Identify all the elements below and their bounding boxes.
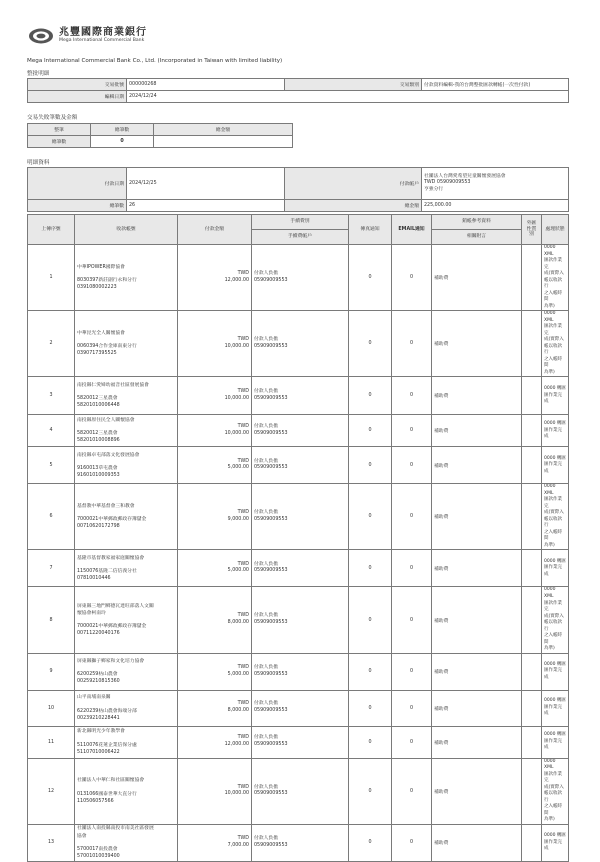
row-fax-notify: 0: [349, 245, 392, 311]
row-memo: 補助費: [432, 245, 522, 311]
col-fx: 外匯 性質 別: [522, 215, 542, 245]
total-count-value: 26: [127, 200, 285, 212]
row-fee: 付款人負擔 05909009553: [252, 758, 349, 824]
row-amount: TWD 10,000.00: [178, 311, 252, 377]
edit-date-label: 編輯日期: [28, 91, 127, 103]
row-fx-type: [522, 653, 542, 690]
row-payee: 基隆市基督教家福家庭關懷協會 1150076基隆二信信義分社 07810010446: [75, 550, 178, 587]
row-memo: 補助費: [432, 484, 522, 550]
row-memo: 補助費: [432, 653, 522, 690]
row-status: 0000 轉匯 匯作業完成: [542, 415, 569, 447]
table-row: [28, 726, 569, 758]
row-payee: 基督教中華基督會三和教會 7000021中華郵政郵政存簿儲金 00710620172798: [75, 484, 178, 550]
row-seq: 9: [28, 653, 75, 690]
row-fx-type: [522, 311, 542, 377]
row-seq: 8: [28, 587, 75, 653]
row-seq: 2: [28, 311, 75, 377]
txn-type-value: 付款資料編輯-我的台灣整批匯款轉帳(一次性付款): [422, 79, 569, 91]
table-row: [28, 587, 569, 653]
row-fee: 付款人負擔 05909009553: [252, 824, 349, 861]
pay-acct-label: 付款帳戶: [285, 168, 422, 200]
table-row: [28, 415, 569, 447]
table-row: [28, 377, 569, 415]
row-memo: 補助費: [432, 550, 522, 587]
row-seq: 7: [28, 550, 75, 587]
row-fee: 付款人負擔 05909009553: [252, 653, 349, 690]
row-amount: TWD 10,000.00: [178, 758, 252, 824]
col-email: EMAIL通知: [392, 215, 432, 245]
row-seq: 5: [28, 447, 75, 484]
row-amount: TWD 5,000.00: [178, 653, 252, 690]
row-email-notify: 0: [392, 484, 432, 550]
table-row: [28, 245, 569, 311]
row-payee: 社團法人中華仁和社區關懷協會 0131066國泰世華大直分行 110506057566: [75, 758, 178, 824]
row-fax-notify: 0: [349, 447, 392, 484]
failed-col-count: 整筆: [28, 124, 91, 136]
row-seq: 6: [28, 484, 75, 550]
row-status: 0000 轉匯 匯作業完成: [542, 824, 569, 861]
row-fax-notify: 0: [349, 587, 392, 653]
row-memo: 補助費: [432, 758, 522, 824]
row-seq: 3: [28, 377, 75, 415]
total-count-label: 總筆數: [28, 200, 127, 212]
row-fx-type: [522, 245, 542, 311]
failed-section-title: 交易失敗筆數及金額: [27, 115, 78, 121]
bank-name-cn: 兆豐國際商業銀行: [59, 27, 147, 39]
failed-col-total-amount: 總金額: [154, 124, 293, 136]
table-row: [28, 550, 569, 587]
row-fax-notify: 0: [349, 484, 392, 550]
row-payee: 新北縣明光少年教學會 5110076花蓮企業信保分處 51107010006422: [75, 726, 178, 758]
row-fx-type: [522, 550, 542, 587]
row-fx-type: [522, 726, 542, 758]
row-fx-type: [522, 587, 542, 653]
row-fee: 付款人負擔 05909009553: [252, 726, 349, 758]
table-row: [28, 484, 569, 550]
row-amount: TWD 9,000.00: [178, 484, 252, 550]
row-fee: 付款人負擔 05909009553: [252, 311, 349, 377]
row-payee: 中華IPOWER國際協會 8030397新莊副行永和分行 0391080002223: [75, 245, 178, 311]
col-status: 處理狀態: [542, 215, 569, 245]
row-status: 0000 XML 匯款作業完 成(實際入 帳以收款行 之入帳時間 為準): [542, 311, 569, 377]
row-email-notify: 0: [392, 824, 432, 861]
row-memo: 補助費: [432, 311, 522, 377]
row-payee: 屏東縣獅子鄉家和文化培力協會 6200259枋山農會 00259210815360: [75, 653, 178, 690]
txn-type-label: 交易類別: [285, 79, 422, 91]
row-status: 0000 轉匯 匯作業完成: [542, 690, 569, 726]
row-status: 0000 轉匯 匯作業完成: [542, 377, 569, 415]
row-amount: TWD 5,000.00: [178, 447, 252, 484]
row-amount: TWD 12,000.00: [178, 245, 252, 311]
row-status: 0000 轉匯 匯作業完成: [542, 447, 569, 484]
row-email-notify: 0: [392, 311, 432, 377]
row-status: 0000 XML 匯款作業完 成(實際入 帳以收款行 之入帳時間 為準): [542, 484, 569, 550]
table-row: [28, 690, 569, 726]
row-fx-type: [522, 415, 542, 447]
row-seq: 11: [28, 726, 75, 758]
row-fx-type: [522, 447, 542, 484]
row-fx-type: [522, 824, 542, 861]
total-amount-label: 總金額: [285, 200, 422, 212]
row-email-notify: 0: [392, 690, 432, 726]
row-fx-type: [522, 758, 542, 824]
row-fax-notify: 0: [349, 377, 392, 415]
row-memo: 補助費: [432, 587, 522, 653]
row-email-notify: 0: [392, 758, 432, 824]
row-memo: 補助費: [432, 377, 522, 415]
row-email-notify: 0: [392, 415, 432, 447]
row-memo: 補助費: [432, 415, 522, 447]
detail-summary-table: [27, 167, 569, 212]
row-memo: 補助費: [432, 447, 522, 484]
row-seq: 10: [28, 690, 75, 726]
col-fee: 手續費別 手續費帳戶: [252, 215, 349, 245]
row-fee: 付款人負擔 05909009553: [252, 377, 349, 415]
row-email-notify: 0: [392, 550, 432, 587]
row-memo: 補助費: [432, 690, 522, 726]
failed-col-total-count: 總筆數: [91, 124, 154, 136]
row-fee: 付款人負擔 05909009553: [252, 484, 349, 550]
row-payee: 山平南埔南泉關 6220239枋山農會海端分部 00239210228441: [75, 690, 178, 726]
row-fax-notify: 0: [349, 690, 392, 726]
row-status: 0000 轉匯 匯作業完成: [542, 726, 569, 758]
row-amount: TWD 10,000.00: [178, 377, 252, 415]
batch-table: [27, 78, 569, 103]
row-fee: 付款人負擔 05909009553: [252, 587, 349, 653]
row-seq: 12: [28, 758, 75, 824]
pay-date-value: 2024/12/25: [127, 168, 285, 200]
row-fee: 付款人負擔 05909009553: [252, 447, 349, 484]
batch-no-label: 交易批號: [28, 79, 127, 91]
row-payee: 南投縣原住民全人關懷協會 5820012三星農會 58201010008896: [75, 415, 178, 447]
row-email-notify: 0: [392, 653, 432, 690]
row-fax-notify: 0: [349, 415, 392, 447]
row-email-notify: 0: [392, 447, 432, 484]
row-email-notify: 0: [392, 587, 432, 653]
row-amount: TWD 7,000.00: [178, 824, 252, 861]
row-payee: 南投縣卓屯部落文化發展協會 9160013草屯農會 91601010009353: [75, 447, 178, 484]
edit-date-value: 2024/12/24: [127, 91, 569, 103]
col-payee: 收款帳號: [75, 215, 178, 245]
row-memo: 補助費: [432, 726, 522, 758]
row-amount: TWD 10,000.00: [178, 415, 252, 447]
batch-no-value: 000000268: [127, 79, 285, 91]
row-fax-notify: 0: [349, 311, 392, 377]
row-fax-notify: 0: [349, 726, 392, 758]
col-ref: 銷帳參考資料 相關附言: [432, 215, 522, 245]
row-amount: TWD 5,000.00: [178, 550, 252, 587]
table-row: [28, 653, 569, 690]
row-memo: 補助費: [432, 824, 522, 861]
row-seq: 13: [28, 824, 75, 861]
row-fx-type: [522, 377, 542, 415]
row-fax-notify: 0: [349, 758, 392, 824]
row-status: 0000 XML 匯款作業完 成(實際入 帳以收款行 之入帳時間 為準): [542, 587, 569, 653]
batch-section-title: 整批明細: [27, 71, 50, 77]
row-status: 0000 轉匯 匯作業完成: [542, 550, 569, 587]
failed-row-label: 總筆數: [28, 136, 91, 148]
row-fx-type: [522, 690, 542, 726]
row-status: 0000 轉匯 匯作業完成: [542, 653, 569, 690]
row-fee: 付款人負擔 05909009553: [252, 550, 349, 587]
failed-table: [27, 123, 293, 148]
row-amount: TWD 8,000.00: [178, 690, 252, 726]
row-payee: 社團法人南投縣南投市南美社區發展 協會 5700017南投農會 57001010039400: [75, 824, 178, 861]
row-fee: 付款人負擔 05909009553: [252, 415, 349, 447]
bank-logo: [28, 27, 147, 45]
row-fax-notify: 0: [349, 653, 392, 690]
row-fx-type: [522, 484, 542, 550]
row-amount: TWD 12,000.00: [178, 726, 252, 758]
row-seq: 4: [28, 415, 75, 447]
row-seq: 1: [28, 245, 75, 311]
pay-date-label: 付款日期: [28, 168, 127, 200]
table-row: [28, 758, 569, 824]
row-email-notify: 0: [392, 245, 432, 311]
detail-table: [27, 214, 569, 862]
row-payee: 中華昆光全人關懷協會 0060394合作金庫南東分行 0390717395525: [75, 311, 178, 377]
failed-row-value: 0: [91, 136, 154, 148]
row-fax-notify: 0: [349, 550, 392, 587]
table-row: [28, 447, 569, 484]
row-amount: TWD 8,000.00: [178, 587, 252, 653]
row-email-notify: 0: [392, 377, 432, 415]
bank-name-en: Mega International Commercial Bank: [59, 37, 145, 43]
row-fee: 付款人負擔 05909009553: [252, 690, 349, 726]
col-amount: 付款金額: [178, 215, 252, 245]
row-payee: 屏東縣三地門鄉德瓦達旺部落人文關 懷協會柯南玲 7000021中華郵政郵政存簿儲金 00711220040176: [75, 587, 178, 653]
row-status: 0000 XML 匯款作業完 成(實際入 帳以收款行 之入帳時間 為準): [542, 245, 569, 311]
row-fee: 付款人負擔 05909009553: [252, 245, 349, 311]
row-status: 0000 XML 匯款作業完 成(實際入 帳以收款行 之入帳時間 為準): [542, 758, 569, 824]
col-seq: 上傳序號: [28, 215, 75, 245]
row-fax-notify: 0: [349, 824, 392, 861]
detail-section-title: 明細資料: [27, 160, 50, 166]
pay-acct-value: 社團法人台灣愛希望兒童關懷發展協會 TWD 05909009553 亨強分行: [422, 168, 569, 200]
table-row: [28, 311, 569, 377]
row-payee: 南投縣仁愛婦幼福音社區發展協會 5820012三星農會 58201010006448: [75, 377, 178, 415]
row-email-notify: 0: [392, 726, 432, 758]
company-line: Mega International Commercial Bank Co., Ltd. (Incorporated in Taiwan with limited liability): [27, 58, 283, 64]
col-notify: 傳真通知: [349, 215, 392, 245]
bank-logo-icon: [28, 27, 54, 45]
table-row: [28, 824, 569, 861]
total-amount-value: 225,000.00: [422, 200, 569, 212]
